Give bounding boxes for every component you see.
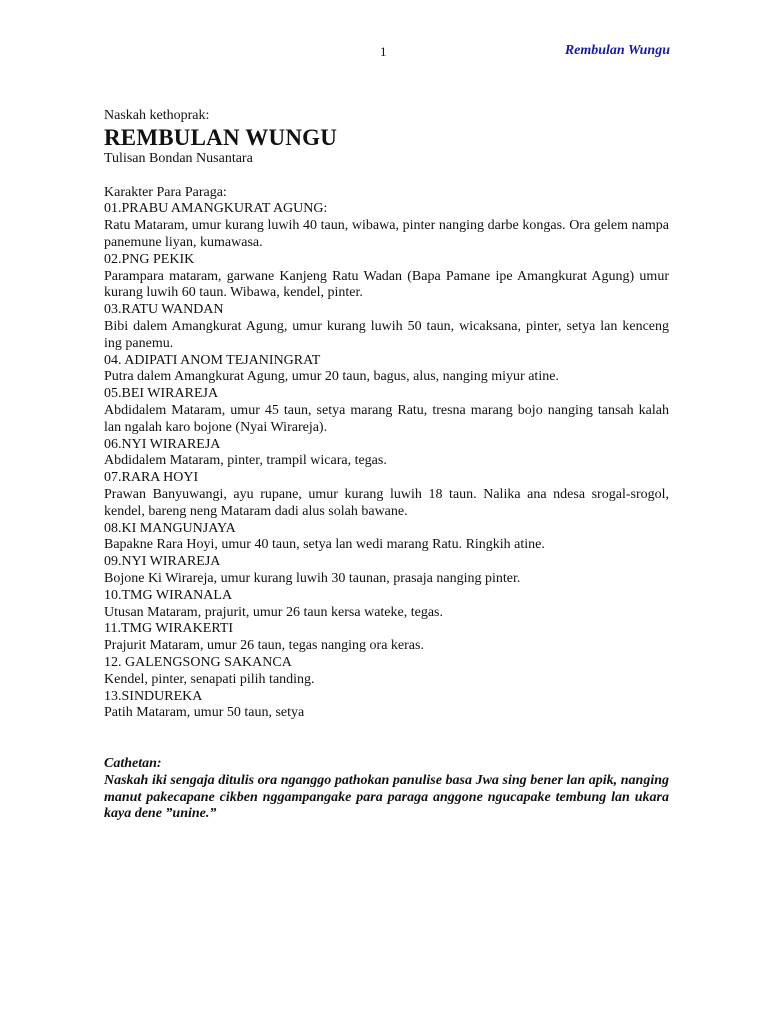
character-name: 05.BEI WIRAREJA — [104, 386, 219, 402]
character-name: 10.TMG WIRANALA — [104, 587, 233, 603]
spacer — [104, 168, 669, 185]
page-number: 1 — [380, 44, 387, 59]
character-description: Ratu Mataram, umur kurang luwih 40 taun, wibawa, pinter nanging darbe kongas. Ora gelem nampa panemune liyan, kumawasa. — [104, 218, 669, 250]
running-header-title: Rembulan Wungu — [564, 43, 670, 58]
character-name: 02.PNG PEKIK — [104, 251, 195, 267]
character-description: Prajurit Mataram, umur 26 taun, tegas nanging ora keras. — [104, 638, 424, 654]
character-description: Parampara mataram, garwane Kanjeng Ratu Wadan (Bapa Pamane ipe Amangkurat Agung) umur kurang luwih 60 taun. Wibawa, kendel, pinter. — [104, 268, 669, 301]
character-description: Bibi dalem Amangkurat Agung, umur kurang luwih 50 taun, wicaksana, pinter, setya lan kenceng ing panemu. — [104, 318, 669, 351]
character-list — [104, 201, 669, 722]
note-heading: Cathetan: — [104, 756, 162, 772]
author-line: Tulisan Bondan Nusantara — [104, 150, 253, 166]
character-description: Utusan Mataram, prajurit, umur 26 taun kersa wateke, tegas. — [104, 604, 444, 620]
character-entry — [104, 554, 669, 588]
character-entry — [104, 470, 669, 520]
character-description: Patih Mataram, umur 50 taun, setya — [104, 705, 305, 721]
character-name: 08.KI MANGUNJAYA — [104, 520, 236, 536]
play-title: REMBULAN WUNGU — [104, 124, 338, 150]
note-body: Naskah iki sengaja ditulis ora nganggo pathokan panulise basa Jwa sing bener lan apik, nanging manut pakecapane cikben nggampangake para paraga anggone ngucapake tembung lan ukara kaya dene ”unine.” — [104, 772, 669, 822]
character-description: Putra dalem Amangkurat Agung, umur 20 taun, bagus, alus, nanging miyur atine. — [104, 369, 559, 385]
intro-label: Naskah kethoprak: — [104, 108, 210, 123]
character-description: Bojone Ki Wirareja, umur kurang luwih 30 taunan, prasaja nanging pinter. — [104, 570, 521, 586]
character-entry — [104, 386, 669, 436]
character-description: Abdidalem Mataram, umur 45 taun, setya marang Ratu, tresna marang bojo nanging tansah kalah lan ngalah karo bojone (Nyai Wirareja). — [104, 402, 669, 435]
character-name: 11.TMG WIRAKERTI — [104, 621, 234, 637]
character-name: 13.SINDUREKA — [104, 688, 203, 704]
character-name: 03.RATU WANDAN — [104, 302, 224, 318]
character-description: Kendel, pinter, senapati pilih tanding. — [104, 671, 315, 687]
character-entry — [104, 201, 669, 251]
character-entry — [104, 302, 669, 352]
note-section — [104, 756, 669, 823]
character-entry — [104, 588, 669, 622]
character-name: 12. GALENGSONG SAKANCA — [104, 654, 292, 670]
character-name: 01.PRABU AMANGKURAT AGUNG: — [104, 201, 328, 217]
character-description: Abdidalem Mataram, pinter, trampil wicara, tegas. — [104, 453, 387, 469]
character-name: 07.RARA HOYI — [104, 470, 199, 486]
character-entry — [104, 353, 669, 387]
character-name: 04. ADIPATI ANOM TEJANINGRAT — [104, 352, 321, 368]
character-entry — [104, 521, 669, 555]
character-entry — [104, 621, 669, 655]
document-body — [104, 108, 669, 823]
character-name: 09.NYI WIRAREJA — [104, 554, 221, 570]
character-entry — [104, 252, 669, 302]
character-description: Prawan Banyuwangi, ayu rupane, umur kurang luwih 18 taun. Nalika ana ndesa srogal-srogol, kendel, bareng neng Mataram dadi alus solah bawane. — [104, 486, 669, 519]
character-entry — [104, 655, 669, 689]
character-name: 06.NYI WIRAREJA — [104, 436, 221, 452]
character-entry — [104, 437, 669, 471]
character-entry — [104, 689, 669, 723]
character-description: Bapakne Rara Hoyi, umur 40 taun, setya lan wedi marang Ratu. Ringkih atine. — [104, 537, 545, 553]
characters-heading: Karakter Para Paraga: — [104, 184, 227, 200]
